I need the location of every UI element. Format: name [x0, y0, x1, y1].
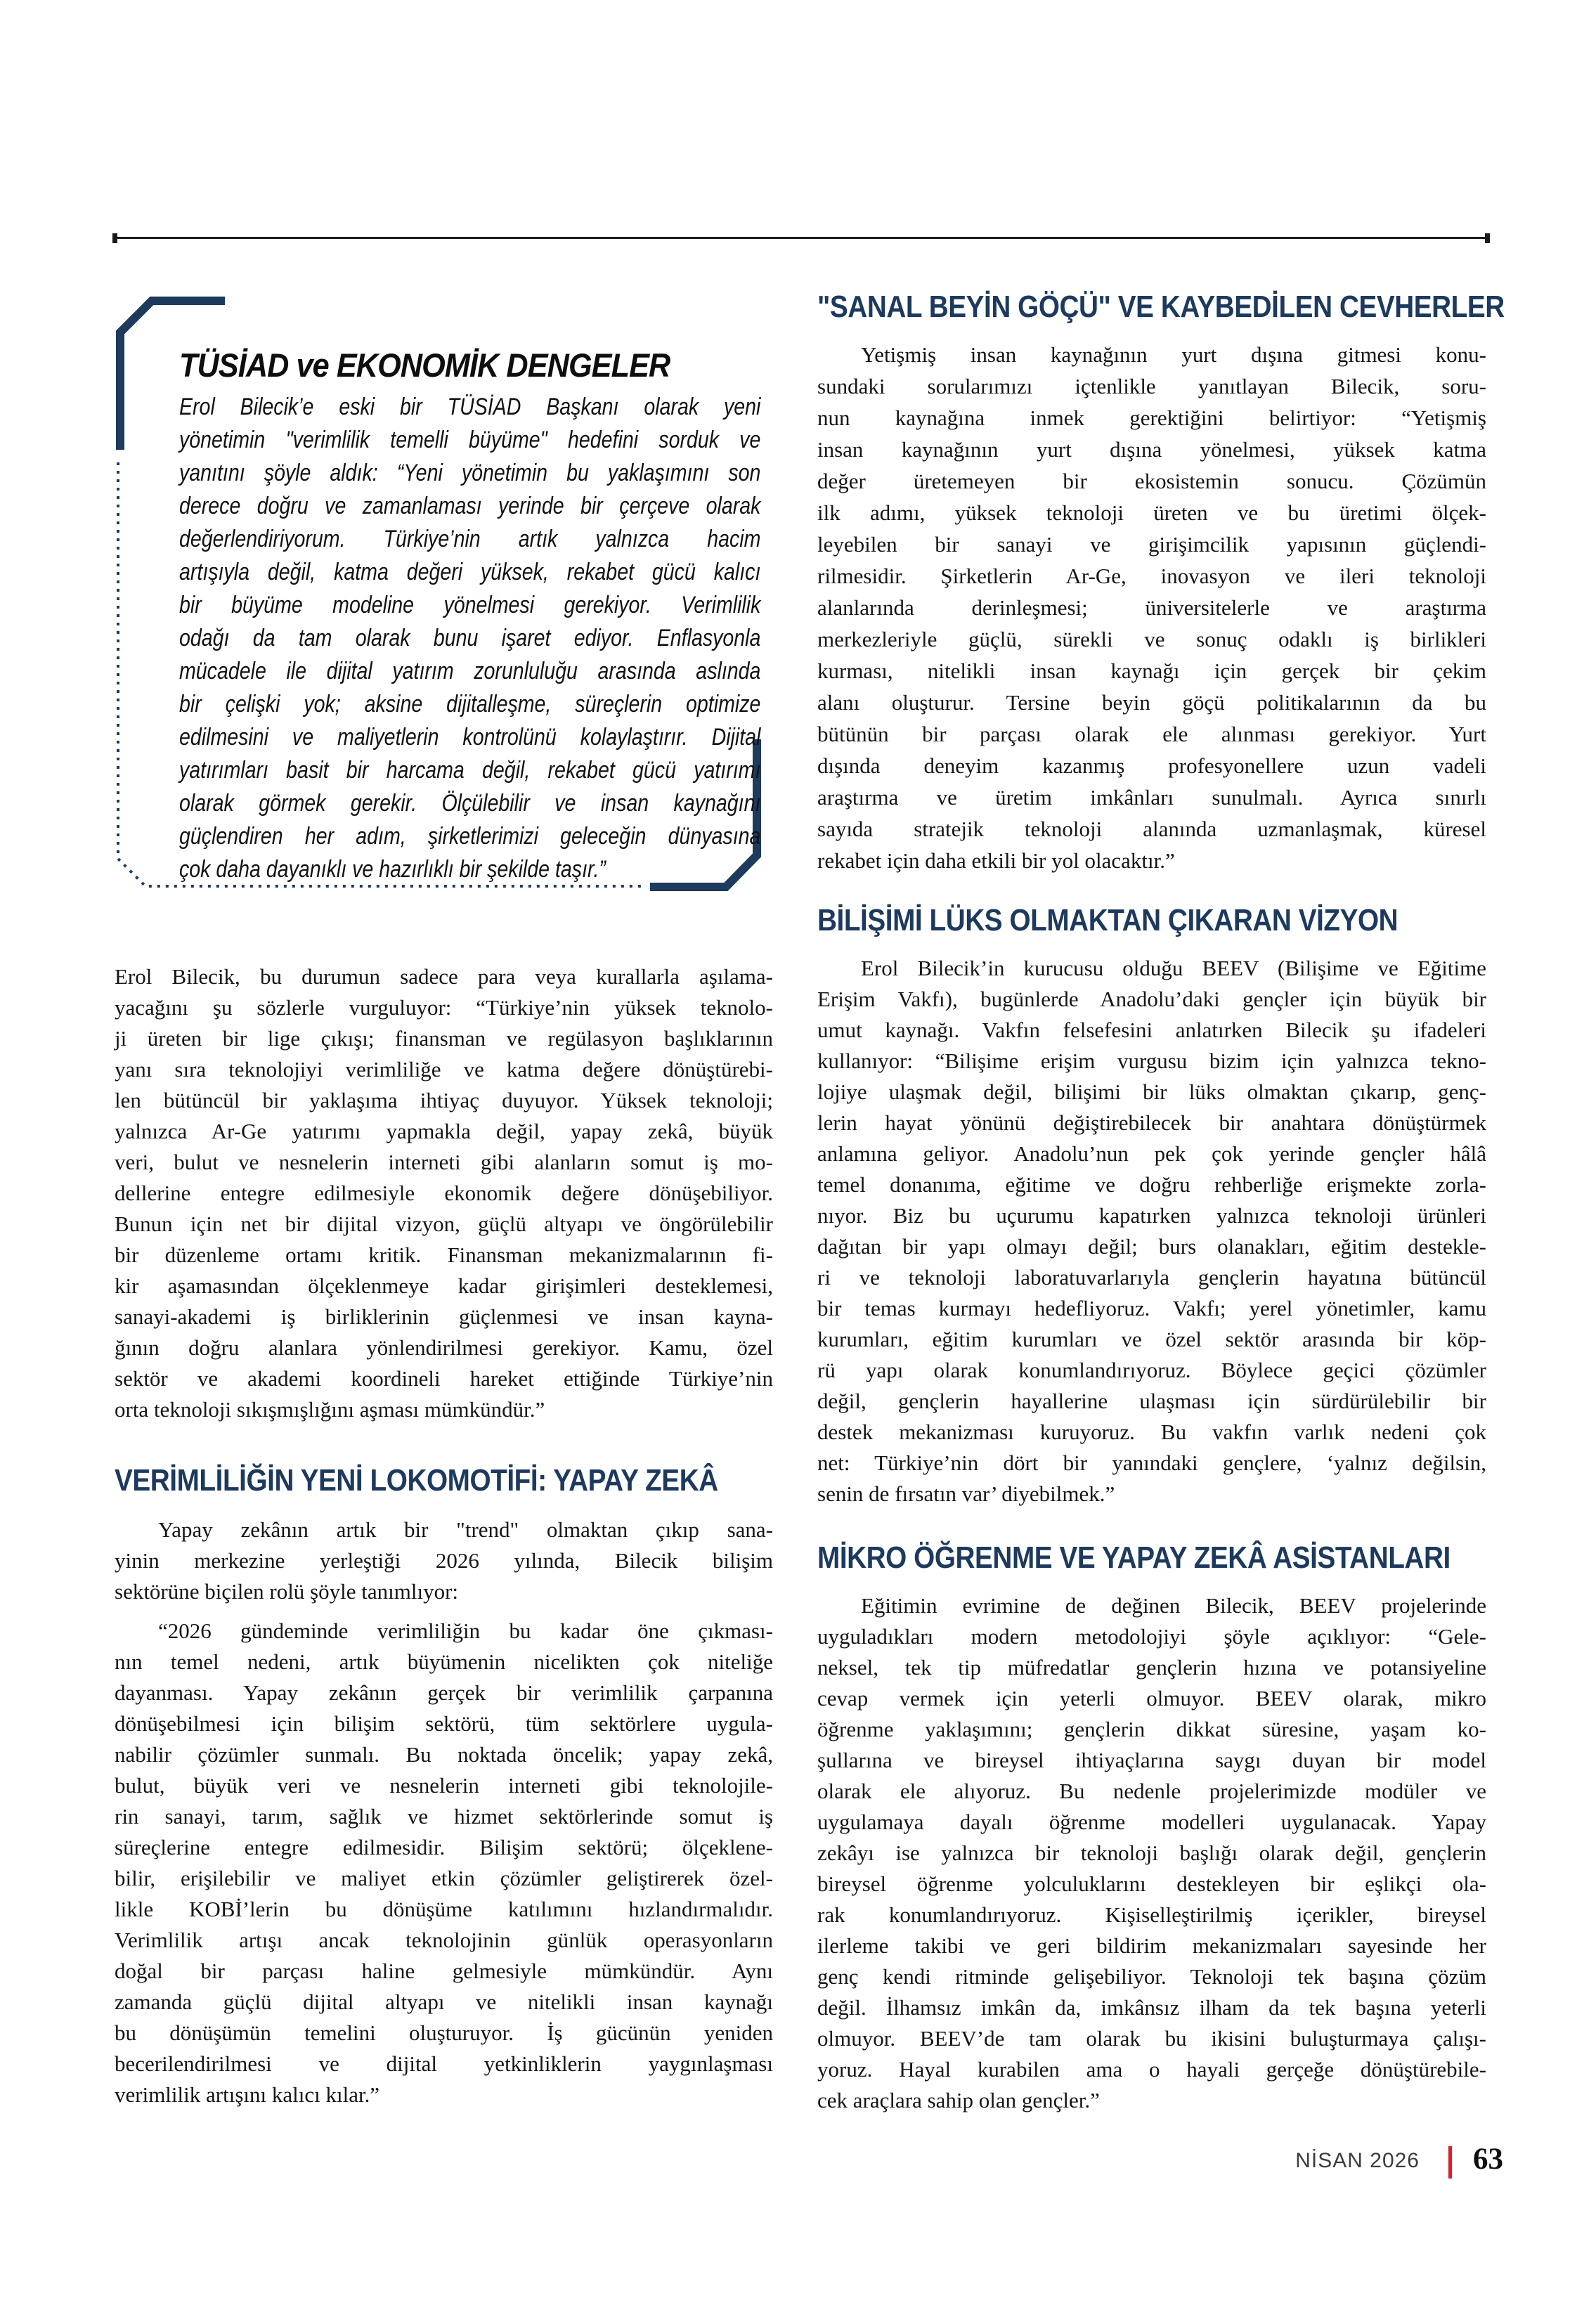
footer-issue-date: NİSAN 2026 — [1295, 2149, 1420, 2172]
text-line: Yetişmiş insan kaynağının yurt dışına gitmesi konu- — [861, 342, 1486, 367]
text-line: cevap vermek için yeterli olmuyor. BEEV olarak, mikro — [817, 1686, 1486, 1710]
text-line: rekabet için daha etkili bir yol olacaktır.” — [817, 848, 1175, 873]
text-line: dışında deneyim kazanmış profesyonellere uzun vadeli — [817, 753, 1486, 778]
text-line: nun kaynağına inmek gerektiğini belirtiyor: “Yetişmiş — [817, 405, 1486, 430]
text-line: yatırımları basit bir harcama değil, rekabet gücü yatırımı — [179, 757, 761, 784]
text-line: sayıda stratejik teknoloji alanında uzmanlaşmak, küresel — [817, 817, 1486, 841]
text-line: çok daha dayanıklı ve hazırlıklı bir şekilde taşır.” — [179, 856, 606, 883]
text-line: değerlendiriyorum. Türkiye’nin artık yalnızca hacim — [179, 526, 761, 552]
text-line: öğrenme yaklaşımını; gençlerin dikkat süresine, yaşam ko- — [817, 1717, 1486, 1741]
text-line: güçlendiren her adım, şirketlerimizi geleceğin dünyasına — [179, 823, 761, 850]
text-line: temel donanıma, eğitime ve doğru rehberliğe erişmekte zorla- — [817, 1172, 1486, 1197]
text-line: rilmesidir. Şirketlerin Ar-Ge, inovasyon ve ileri teknoloji — [817, 564, 1486, 588]
text-line: umut kaynağı. Vakfın felsefesini anlatırken Bilecik şu ifadeleri — [817, 1018, 1486, 1042]
text-line: rin sanayi, tarım, sağlık ve hizmet sektörlerinde somut iş — [115, 1804, 773, 1829]
quote-box-title: TÜSİAD ve EKONOMİK DENGELER — [179, 346, 670, 384]
text-line: genç kendi ritminde gelişebiliyor. Teknoloji tek başına çözüm — [817, 1964, 1486, 1989]
text-line: orta teknoloji sıkışmışlığını aşması mümkündür.” — [115, 1397, 545, 1422]
text-line: edilmesini ve maliyetlerin kontrolünü kolaylaştırır. Dijital — [179, 724, 761, 751]
text-line: yoruz. Hayal kurabilen ama o hayali gerçeğe dönüştürebile- — [817, 2057, 1486, 2082]
right-paragraph-3 — [817, 1590, 1486, 2116]
text-line: lerin hayat yönünü değiştirebilecek bir anahtara dönüştürmek — [817, 1110, 1486, 1135]
heading-verimlilik-yapay-zeka: VERİMLİLİĞİN YENİ LOKOMOTİFİ: YAPAY ZEKÂ — [115, 1463, 718, 1498]
text-line: odağı da tam olarak bunu işaret ediyor. Enflasyonla — [179, 625, 761, 651]
text-line: nabilir çözümler sunmalı. Bu noktada öncelik; yapay zekâ, — [115, 1742, 773, 1767]
text-line: verimlilik artışını kalıcı kılar.” — [115, 2082, 380, 2107]
left-paragraph-2 — [115, 1514, 773, 1607]
text-line: bir düzenleme ortamı kritik. Finansman mekanizmalarının fi- — [115, 1242, 773, 1267]
text-line: ilk adımı, yüksek teknoloji üreten ve bu üretimi ölçek- — [817, 500, 1486, 525]
text-line: Verimlilik artışı ancak teknolojinin günlük operasyonların — [115, 1928, 773, 1952]
text-line: lojiye ulaşmak değil, bilişimi bir lüks olmaktan çıkarıp, genç- — [817, 1079, 1486, 1104]
text-line: nıyor. Biz bu uçurumu kapatırken yalnızca teknoloji ürünleri — [817, 1203, 1486, 1228]
text-line: sanayi-akademi iş birliklerinin güçlenmesi ve insan kayna- — [115, 1304, 773, 1329]
text-line: alanı oluşturur. Tersine beyin göçü politikalarının da bu — [817, 690, 1486, 715]
text-line: değil. İlhamsız imkân da, imkânsız ilham da tek başına yeterli — [817, 1995, 1486, 2020]
text-line: net: Türkiye’nin dört bir yanındaki gençlere, ‘yalnız değilsin, — [817, 1450, 1486, 1475]
text-line: “2026 gündeminde verimliliğin bu kadar öne çıkması- — [158, 1618, 773, 1643]
text-line: sektör ve akademi koordineli hareket ettiğinde Türkiye’nin — [115, 1366, 773, 1391]
text-line: sektörüne biçilen rolü şöyle tanımlıyor: — [115, 1579, 459, 1604]
text-line: bir temas kurmayı hedefliyoruz. Vakfı; yerel yönetimler, kamu — [817, 1296, 1486, 1320]
text-line: dönüşebilmesi için bilişim sektörü, tüm sektörlere uygula- — [115, 1711, 773, 1736]
text-line: yinin merkezine yerleştiği 2026 yılında, Bilecik bilişim — [115, 1548, 773, 1573]
text-line: bireysel öğrenme yolculuklarını destekleyen bir eşlikçi ola- — [817, 1871, 1486, 1896]
left-paragraph-3 — [115, 1616, 773, 2110]
text-line: zamanda güçlü dijital altyapı ve nitelikli insan kaynağı — [115, 1989, 773, 2014]
text-line: rü yapı olarak konumlandırıyoruz. Böylece geçici çözümler — [817, 1358, 1486, 1382]
text-line: dayanması. Yapay zekânın gerçek bir verimlilik çarpanına — [115, 1680, 773, 1705]
text-line: destek mekanizması kuruyoruz. Bu vakfın varlık nedeni çok — [817, 1420, 1486, 1444]
text-line: mücadele ile dijital yatırım zorunluluğu arasında aslında — [179, 658, 761, 684]
text-line: dağıtan bir yapı olmayı değil; burs olanakları, eğitim destekle- — [817, 1234, 1486, 1259]
heading-bilisimi-luks: BİLİŞİMİ LÜKS OLMAKTAN ÇIKARAN VİZYON — [817, 903, 1398, 937]
text-line: Erişim Vakfı), bugünlerde Anadolu’daki gençler için büyük bir — [817, 987, 1486, 1011]
text-line: alanlarında derinleşmesi; üniversitelerle ve araştırma — [817, 595, 1486, 620]
text-line: leyebilen bir sanayi ve girişimcilik yapısının güçlendi- — [817, 532, 1486, 557]
text-line: neksel, tek tip müfredatlar gençlerin hızına ve potansiyeline — [817, 1655, 1486, 1680]
right-paragraph-2 — [817, 953, 1486, 1510]
footer-page-number: 63 — [1473, 2143, 1503, 2176]
text-line: yalnızca Ar-Ge yatırımı yapmakla değil, yapay zekâ, büyük — [115, 1119, 773, 1143]
text-line: ri ve teknoloji laboratuvarlarıyla gençlerin hayatına bütüncül — [817, 1265, 1486, 1290]
text-line: len bütüncül bir yaklaşıma ihtiyaç duyuyor. Yüksek teknoloji; — [115, 1088, 773, 1112]
text-line: artışıyla değil, katma değeri yüksek, rekabet gücü kalıcı — [179, 559, 761, 585]
text-line: bir büyüme modeline yönelmesi gerekiyor. Verimlilik — [179, 592, 761, 618]
text-line: bütünün bir parçası olarak ele alınması gerekiyor. Yurt — [817, 722, 1486, 746]
text-line: ji üreten bir lige çıkışı; finansman ve regülasyon başlıklarının — [115, 1026, 773, 1051]
right-paragraph-1 — [817, 339, 1486, 876]
text-line: değil, gençlerin hayallerine ulaşması için sürdürülebilir bir — [817, 1389, 1486, 1413]
text-line: derece doğru ve zamanlaması yerinde bir çerçeve olarak — [179, 493, 761, 519]
text-line: kurumları, eğitim kurumları ve özel sektör arasında bir köp- — [817, 1327, 1486, 1351]
text-line: araştırma ve üretim imkânları sunulmalı. Ayrıca sınırlı — [817, 785, 1486, 810]
text-line: dellerine entegre edilmesiyle ekonomik değere dönüşebiliyor. — [115, 1181, 773, 1205]
text-line: uyguladıkları modern metodolojiyi şöyle açıklıyor: “Gele- — [817, 1624, 1486, 1649]
text-line: insan kaynağının yurt dışına yönelmesi, yüksek katma — [817, 437, 1486, 462]
text-line: Yapay zekânın artık bir "trend" olmaktan çıkıp sana- — [158, 1517, 773, 1542]
footer-divider-bar — [1448, 2146, 1452, 2179]
text-line: olarak görmek gerekir. Ölçülebilir ve insan kaynağını — [179, 790, 761, 817]
text-line: doğal bir parçası haline gelmesiyle mümkündür. Aynı — [115, 1959, 773, 1983]
text-line: bu dönüşümün temelini oluşturuyor. İş gücünün yeniden — [115, 2020, 773, 2045]
text-line: sundaki sorularımızı içtenlikle yanıtlayan Bilecik, soru- — [817, 374, 1486, 398]
text-line: anlamına geliyor. Anadolu’nun pek çok yerinde gençler hâlâ — [817, 1141, 1486, 1166]
text-line: bilir, erişilebilir ve maliyet etkin çözümler geliştirerek özel- — [115, 1866, 773, 1890]
text-line: kurması, nitelikli insan kaynağı için gerçek bir çekim — [817, 658, 1486, 683]
text-line: Erol Bilecik, bu durumun sadece para veya kurallarla aşılama- — [115, 964, 773, 989]
text-line: kir aşamasından ölçeklenmeye kadar girişimleri desteklemesi, — [115, 1273, 773, 1298]
text-line: yönetimin "verimlilik temelli büyüme" hedefini sorduk ve — [179, 427, 761, 453]
heading-sanal-beyin-gocu: "SANAL BEYİN GÖÇÜ" VE KAYBEDİLEN CEVHERLER — [817, 290, 1505, 324]
text-line: Erol Bilecik’in kurucusu olduğu BEEV (Bilişime ve Eğitime — [861, 956, 1486, 980]
text-line: değer üretemeyen bir ekosistemin sonucu. Çözümün — [817, 469, 1486, 493]
text-line: bulut, büyük veri ve nesnelerin interneti gibi teknolojile- — [115, 1773, 773, 1798]
text-line: ilerleme takibi ve geri bildirim mekanizmaları sayesinde her — [817, 1933, 1486, 1958]
text-line: uygulamaya dayalı öğrenme modelleri uygulanacak. Yapay — [817, 1810, 1486, 1834]
text-line: ğının doğru alanlara yönlendirilmesi gerekiyor. Kamu, özel — [115, 1335, 773, 1360]
quote-box-text — [179, 391, 760, 886]
text-line: likle KOBİ’lerin bu dönüşüme katılımını hızlandırmalıdır. — [115, 1897, 773, 1921]
text-line: veri, bulut ve nesnelerin interneti gibi alanların somut iş mo- — [115, 1150, 773, 1174]
text-line: merkezleriyle güçlü, sürekli ve sonuç odaklı iş birlikleri — [817, 627, 1486, 651]
text-line: zekâyı ise yalnızca bir teknoloji başlığı olarak değil, gençlerin — [817, 1841, 1486, 1865]
text-line: Erol Bilecik’e eski bir TÜSİAD Başkanı olarak yeni — [179, 394, 761, 420]
text-line: yacağını şu sözlerle vurguluyor: “Türkiye’nin yüksek teknolo- — [115, 995, 773, 1020]
text-line: rak konumlandırıyoruz. Kişiselleştirilmiş içerikler, bireysel — [817, 1902, 1486, 1927]
text-line: kullanıyor: “Bilişime erişim vurgusu bizim için yalnızca tekno- — [817, 1049, 1486, 1073]
text-line: senin de fırsatın var’ diyebilmek.” — [817, 1481, 1115, 1506]
text-line: bir çelişki yok; aksine dijitalleşme, süreçlerin optimize — [179, 691, 761, 718]
text-line: becerilendirilmesi ve dijital yetkinliklerin yaygınlaşması — [115, 2051, 773, 2076]
text-line: yanıtını şöyle aldık: “Yeni yönetimin bu yaklaşımını son — [179, 460, 761, 486]
text-line: şullarına ve bireysel ihtiyaçlarına saygı duyan bir model — [817, 1748, 1486, 1772]
text-line: Bunun için net bir dijital vizyon, güçlü altyapı ve öngörülebilir — [115, 1212, 773, 1236]
left-paragraph-1 — [115, 961, 773, 1425]
heading-mikro-ogrenme: MİKRO ÖĞRENME VE YAPAY ZEKÂ ASİSTANLARI — [817, 1540, 1451, 1575]
text-line: olarak ele alıyoruz. Bu nedenle projelerimizde modüler ve — [817, 1779, 1486, 1803]
text-line: nın temel nedeni, artık büyümenin nicelikten çok niteliğe — [115, 1649, 773, 1674]
text-line: olmuyor. BEEV’de tam olarak bu ikisini buluşturmaya çalışı- — [817, 2026, 1486, 2051]
text-line: Eğitimin evrimine de değinen Bilecik, BEEV projelerinde — [861, 1593, 1486, 1618]
text-line: cek araçlara sahip olan gençler.” — [817, 2088, 1100, 2112]
text-line: yanı sıra teknolojiyi verimliliğe ve katma değere dönüştürebi- — [115, 1057, 773, 1082]
text-line: süreçlerine entegre edilmesidir. Bilişim sektörü; ölçeklene- — [115, 1835, 773, 1859]
